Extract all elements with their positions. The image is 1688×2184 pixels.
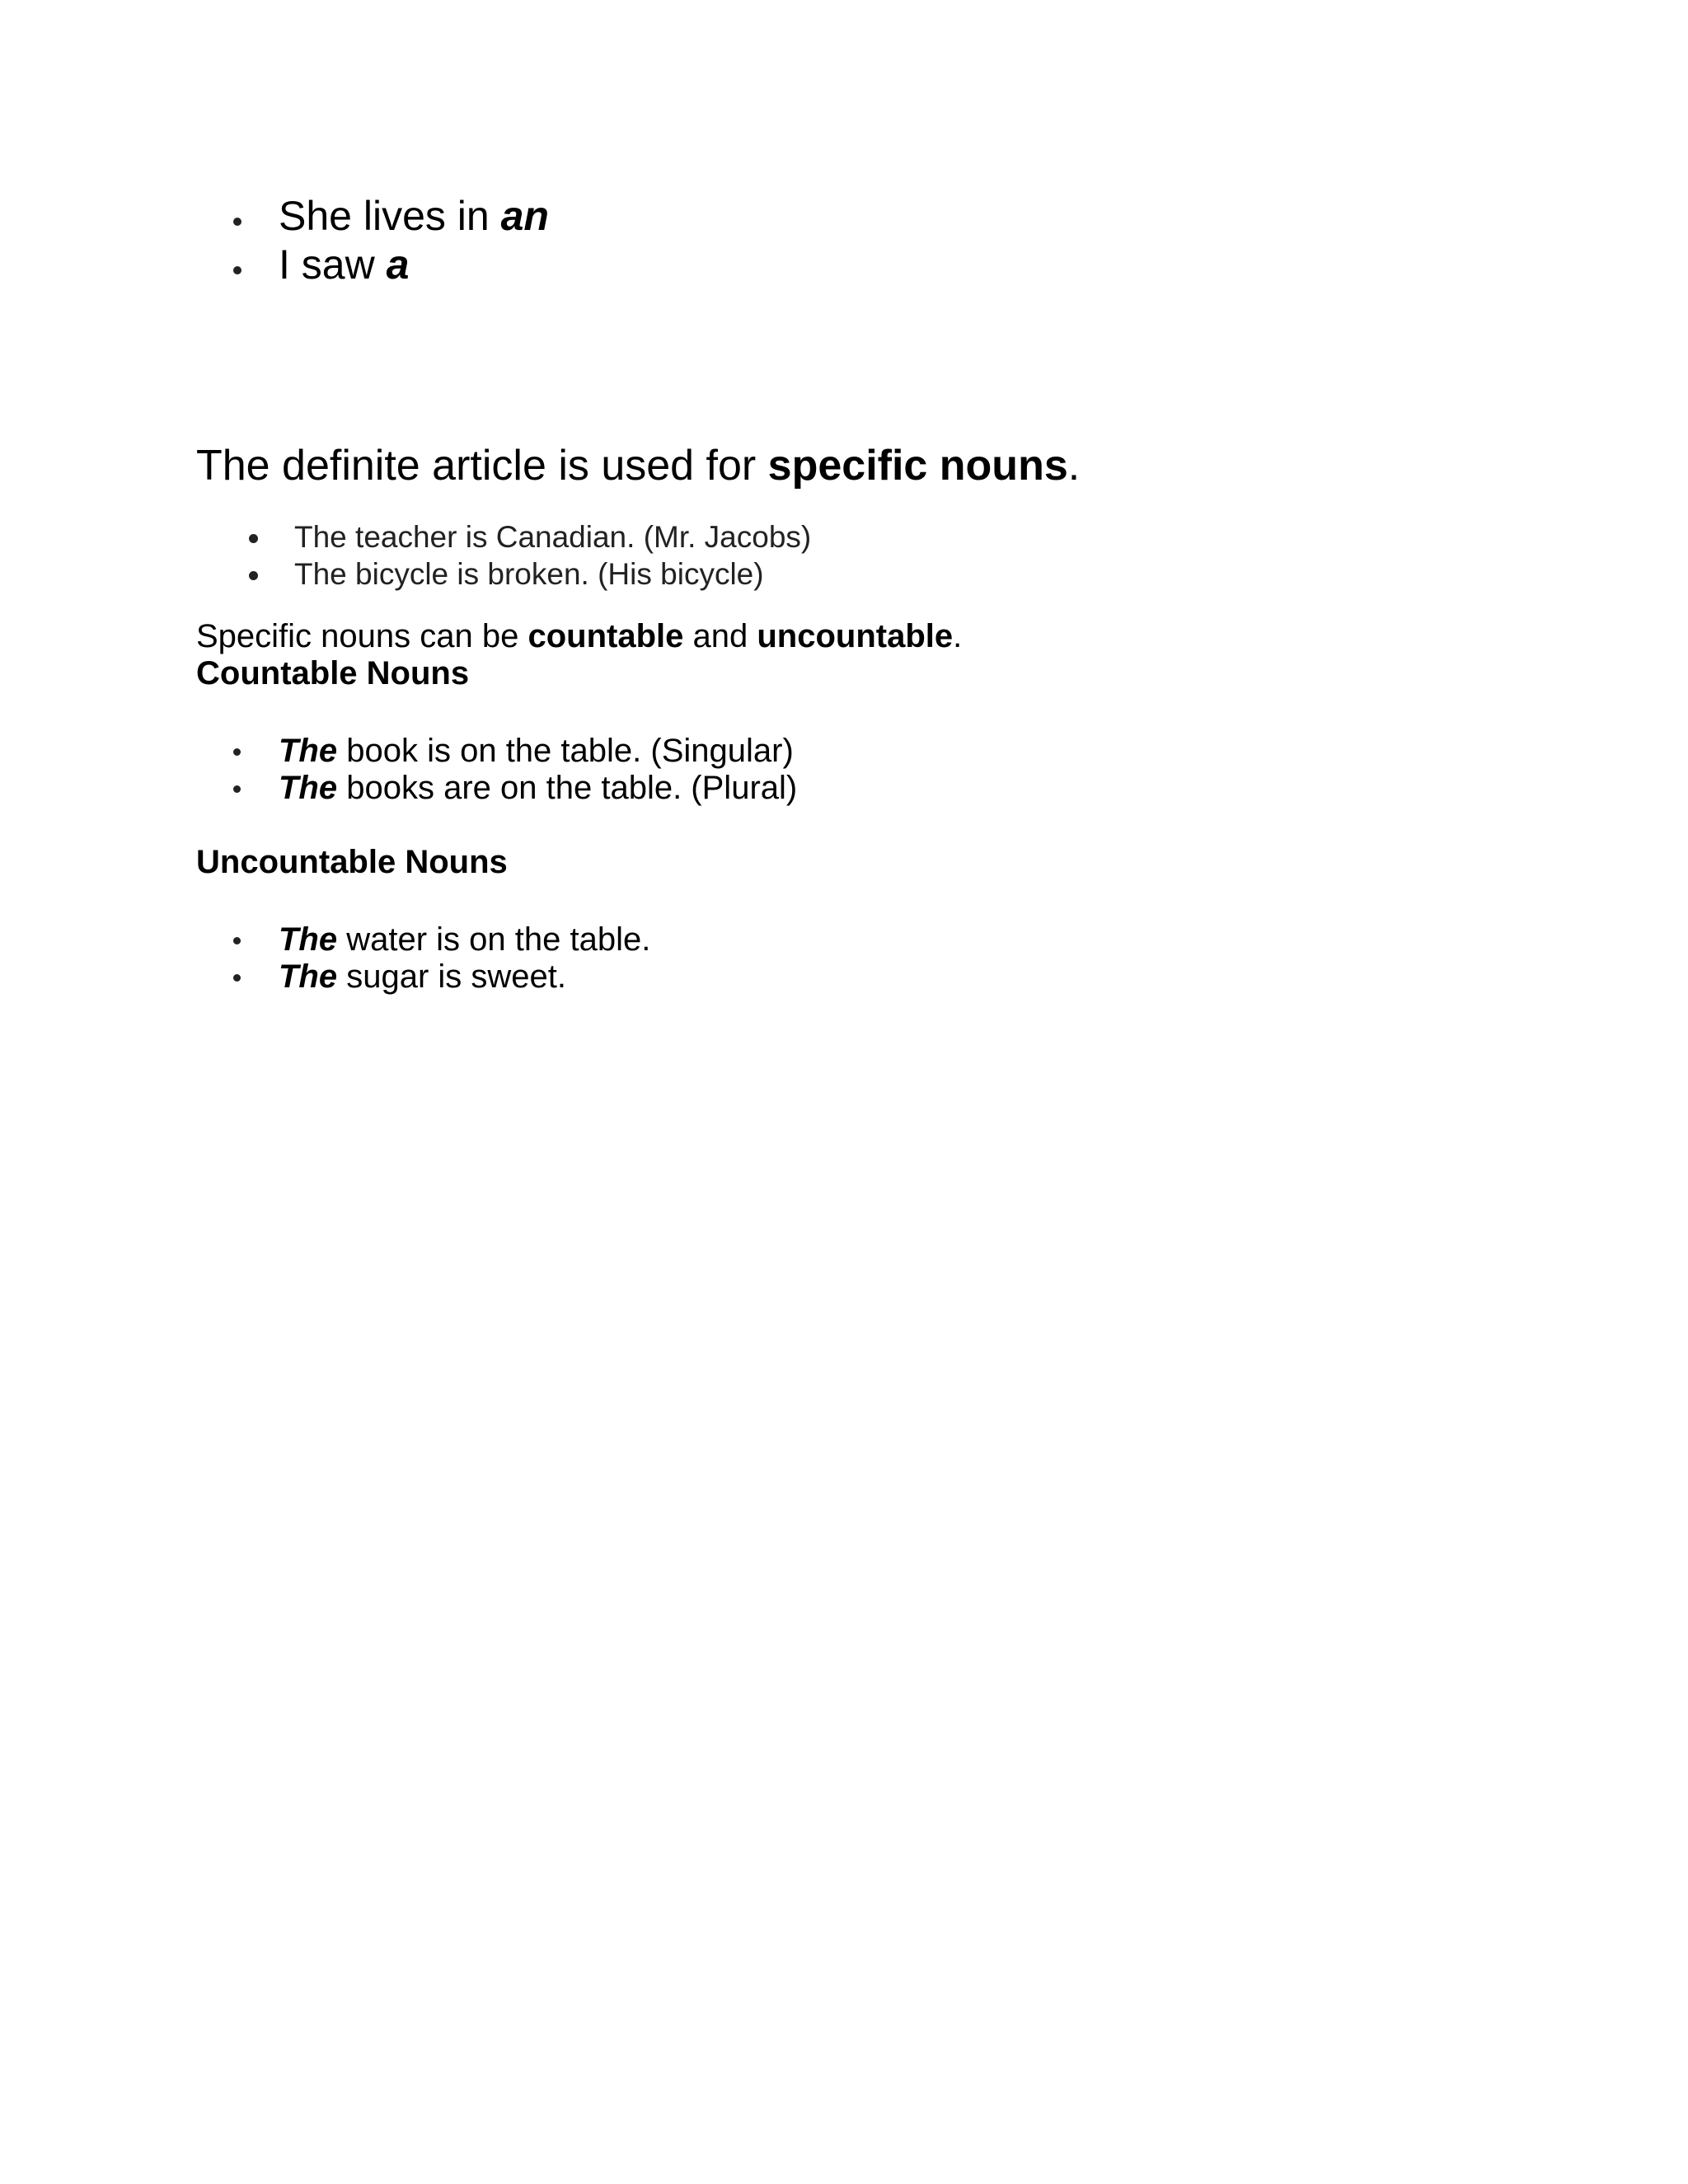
bullet-icon xyxy=(233,218,241,226)
article-emphasis: The xyxy=(279,733,338,769)
list-item: The books are on the table. (Plural) xyxy=(0,768,1688,808)
article-emphasis: an xyxy=(500,193,549,239)
bullet-icon xyxy=(249,534,258,543)
list-item xyxy=(0,191,1688,241)
specific-nouns-term: specific nouns xyxy=(767,442,1068,490)
list-item: The water is on the table. xyxy=(0,920,1688,959)
list-item xyxy=(0,556,1688,593)
bullet-icon xyxy=(233,785,241,793)
example-text: The teacher is Canadian. (Mr. Jacobs) xyxy=(294,520,812,554)
list-item-text: I saw xyxy=(279,241,387,288)
countable-heading: Countable Nouns xyxy=(196,655,470,691)
bullet-icon xyxy=(233,266,241,274)
specific-nouns-statement: Specific nouns can be countable and uncountable. xyxy=(196,618,963,654)
article-emphasis: The xyxy=(279,770,338,806)
article-emphasis: a xyxy=(386,241,410,288)
list-item-text: She lives in xyxy=(279,193,501,239)
bullet-icon xyxy=(233,937,241,944)
article-emphasis: The xyxy=(279,958,338,995)
bullet-icon xyxy=(233,974,241,982)
uncountable-heading: Uncountable Nouns xyxy=(196,844,508,880)
list-item: The book is on the table. (Singular) xyxy=(0,731,1688,771)
bullet-icon xyxy=(249,571,258,580)
list-item: The sugar is sweet. xyxy=(0,957,1688,996)
bullet-icon xyxy=(233,748,241,756)
list-item xyxy=(0,519,1688,555)
list-item xyxy=(0,240,1688,289)
article-emphasis: The xyxy=(279,921,338,958)
definite-article-statement: The definite article is used for specific nouns. xyxy=(196,442,1081,490)
example-text: The bicycle is broken. (His bicycle) xyxy=(294,557,764,591)
